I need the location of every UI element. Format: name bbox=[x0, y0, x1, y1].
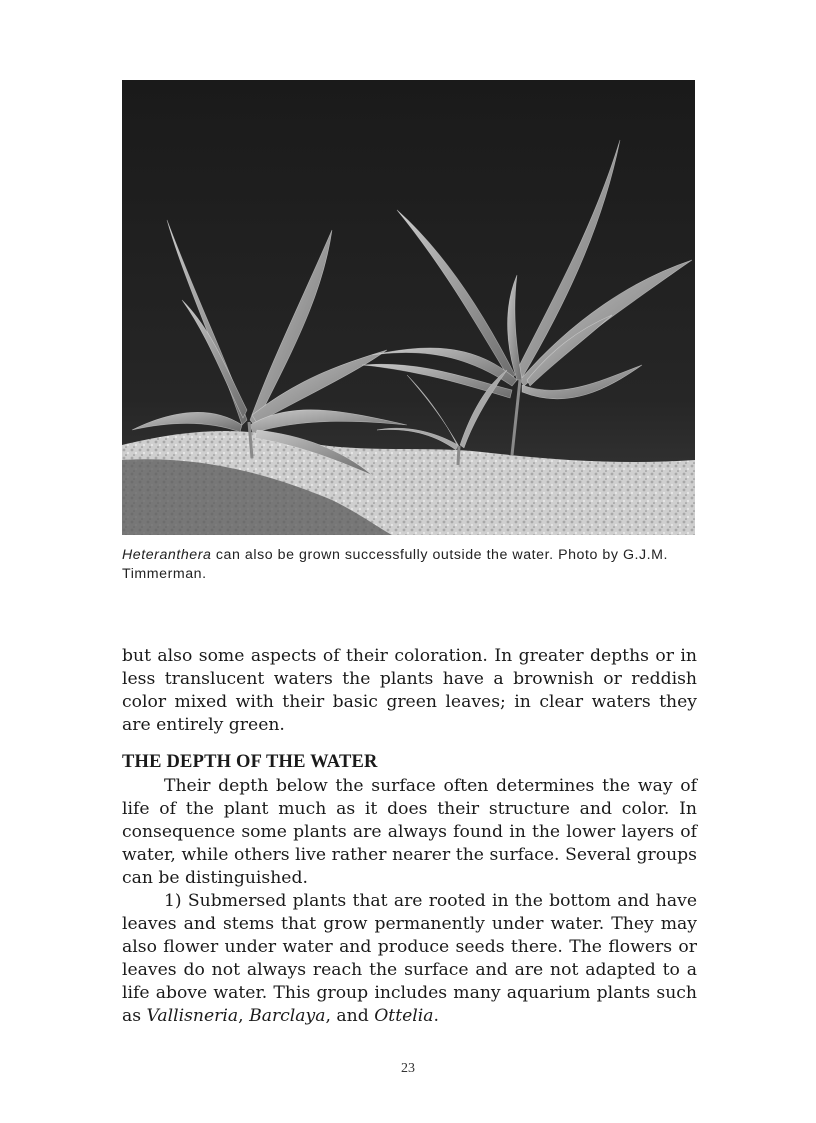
paragraph-submersed-plants bbox=[122, 890, 697, 1028]
species-separator: , and bbox=[325, 1006, 375, 1026]
species-vallisneria: Vallisneria bbox=[146, 1006, 239, 1026]
heteranthera-photo-image bbox=[122, 80, 695, 535]
paragraph-depth: Their depth below the surface often determines the way of life of the plant much as it does their structure and color. In consequence some plants are always found in the lower layers of water, while others live rather nearer the surface. Several groups can be distinguished. bbox=[122, 776, 697, 888]
figure-caption bbox=[122, 546, 697, 584]
caption-text: can also be grown successfully outside the water. Photo by G.J.M. Timmerman. bbox=[122, 547, 669, 582]
paragraph-submersed-text: 1) Submersed plants that are rooted in the bottom and have leaves and stems that grow permanently under water. They may also flower under water and produce seeds there. The flowers or leaves do not always reach the surface and are not adapted to a life above water. This group includes many aquarium plants such as bbox=[122, 891, 697, 1026]
species-barclaya: Barclaya bbox=[249, 1006, 326, 1026]
page-number: 23 bbox=[401, 1061, 415, 1076]
caption-species-name: Heteranthera bbox=[122, 547, 212, 563]
plant-photo bbox=[122, 80, 695, 535]
species-ottelia: Ottelia bbox=[374, 1006, 434, 1026]
body-text bbox=[122, 645, 697, 1028]
paragraph-coloration: but also some aspects of their coloration. In greater depths or in less translucent waters the plants have a brownish or reddish color mixed with their basic green leaves; in clear waters they are entirely green. bbox=[122, 646, 697, 735]
section-heading: THE DEPTH OF THE WATER bbox=[122, 752, 378, 772]
sentence-end: . bbox=[433, 1006, 439, 1026]
species-separator: , bbox=[238, 1006, 250, 1026]
